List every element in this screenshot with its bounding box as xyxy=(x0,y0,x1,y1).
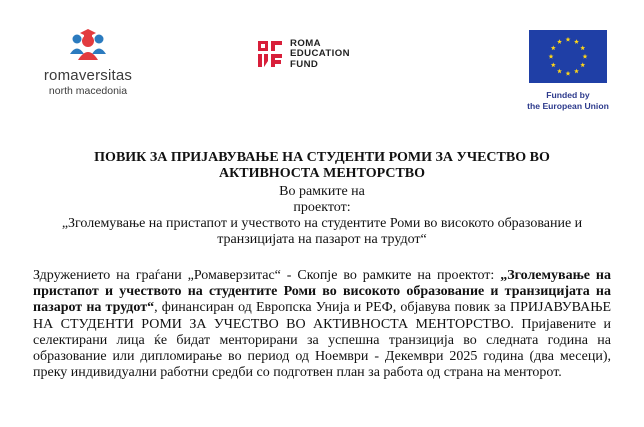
project-line-2: транзицијата на пазарот на трудот“ xyxy=(217,232,427,247)
body-rest: , финансиран од Европска Унија и РЕФ, објавува повик за ПРИЈАВУВАЊЕ НА СТУДЕНТИ РОМИ ЗА УЧЕСТВО ВО АКТИВНОСТА МЕНТОРСТВО. Пријавените и селектирани лица ќе бидат менторирани за успешна транзиција во следната година на образование или дипломирање во период од Ноември - Декември 2025 година (два месеци), преку индивидуални работни средби со подготвен план за работа од страна на менторот. xyxy=(33,300,612,381)
eu-flag-icon xyxy=(529,30,607,83)
body-paragraph xyxy=(33,268,611,381)
document-heading xyxy=(20,150,624,182)
ref-line-1: ROMA xyxy=(290,38,321,49)
ref-monogram-icon xyxy=(255,38,285,70)
romaversitas-brand-name: romaversitas xyxy=(43,67,133,84)
within-line-1: Во рамките на xyxy=(279,184,365,199)
people-graduation-icon xyxy=(68,28,108,62)
romaversitas-brand-sub: north macedonia xyxy=(48,85,128,97)
eu-funding-caption xyxy=(516,90,620,111)
within-line-2: проектот: xyxy=(293,200,351,215)
ref-line-3: FUND xyxy=(290,58,319,70)
body-project-name: „Зголемување на пристапот и учеството на студентите Роми во високото образование и транзицијата на пазарот на трудот“ xyxy=(33,268,611,316)
heading-line-2: АКТИВНОСТА МЕНТОРСТВО xyxy=(218,166,426,181)
heading-line-1: ПОВИК ЗА ПРИЈАВУВАЊЕ НА СТУДЕНТИ РОМИ ЗА УЧЕСТВО ВО xyxy=(94,150,550,165)
ref-wordmark xyxy=(290,39,350,70)
project-line-1: „Зголемување на пристапот и учеството на студентите Роми во високото образование и xyxy=(61,216,583,231)
eu-caption-line-1: Funded by xyxy=(546,90,590,100)
ref-line-2: EDUCATION xyxy=(290,48,350,60)
romaversitas-logo xyxy=(28,28,148,98)
project-title xyxy=(20,216,624,248)
roma-education-fund-logo xyxy=(255,38,385,74)
body-intro: Здружението на граѓани „Ромаверзитас“ - Скопје во рамките на проектот: xyxy=(33,268,501,283)
eu-caption-line-2: the European Union xyxy=(527,100,609,111)
within-text xyxy=(20,184,624,216)
